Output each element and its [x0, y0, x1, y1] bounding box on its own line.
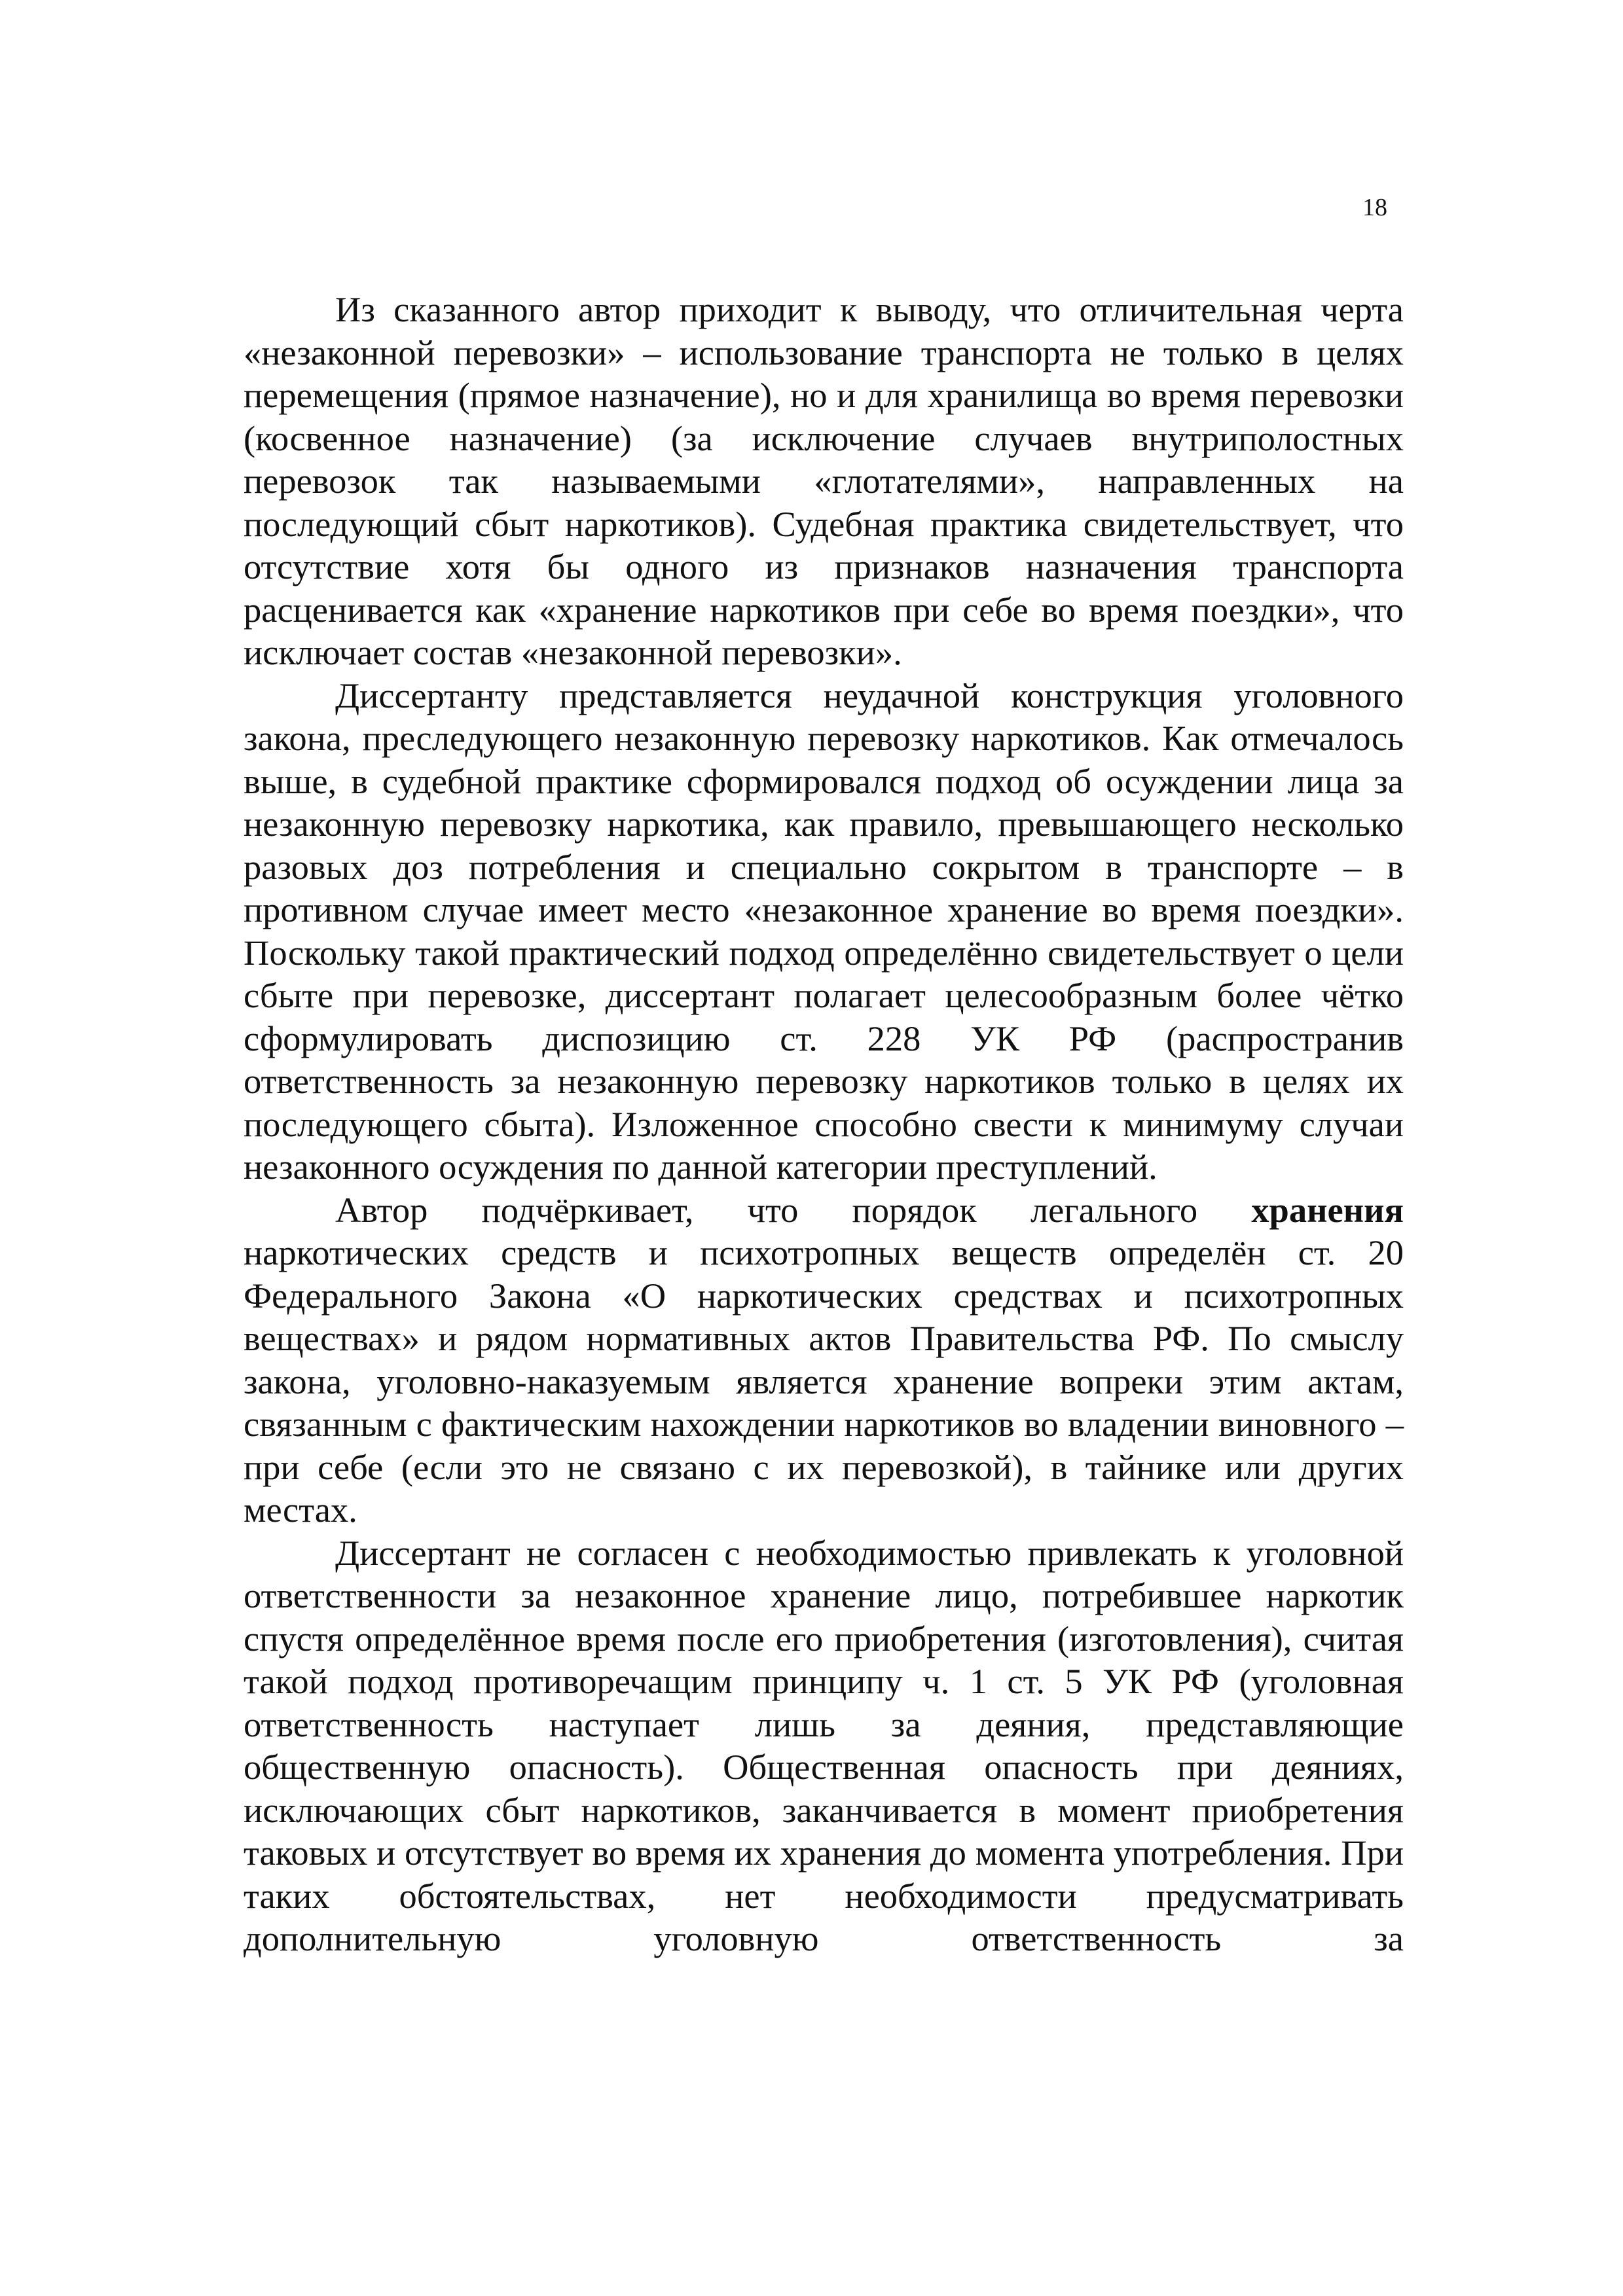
page-number: 18: [1362, 194, 1387, 221]
bold-term-storage: хранения: [1251, 1189, 1404, 1230]
paragraph-3-rest: наркотических средств и психотропных веществ определён ст. 20 Федерального Закона «О наркотических средствах и психотропных веществах» и рядом нормативных актов Правительства РФ. По смыслу закона, уголовно-наказуемым является хранение вопреки этим актам, связанным с фактическим нахождении наркотиков во владении виновного – при себе (если это не связано с их перевозкой), в тайнике или других местах.: [244, 1232, 1404, 1530]
paragraph-3-intro: Автор подчёркивает, что порядок легального: [335, 1189, 1252, 1230]
paragraph-2: Диссертанту представляется неудачной конструкция уголовного закона, преследующего незаконную перевозку наркотиков. Как отмечалось выше, в судебной практике сформировался подход об осуждении лица за незаконную перевозку наркотика, как правило, превышающего несколько разовых доз потребления и специально сокрытом в транспорте – в противном случае имеет место «незаконное хранение во время поездки». Поскольку такой практический подход определённо свидетельствует о цели сбыте при перевозке, диссертант полагает целесообразным более чётко сформулировать диспозицию ст. 228 УК РФ (распространив ответственность за незаконную перевозку наркотиков только в целях их последующего сбыта). Изложенное способно свести к минимуму случаи незаконного осуждения по данной категории преступлений.: [244, 675, 1404, 1187]
paragraph-3: [244, 1189, 1404, 1532]
paragraph-4: Диссертант не согласен с необходимостью привлекать к уголовной ответственности за незаконное хранение лицо, потребившее наркотик спустя определённое время после его приобретения (изготовления), считая такой подход противоречащим принципу ч. 1 ст. 5 УК РФ (уголовная ответственность наступает лишь за деяния, представляющие общественную опасность). Общественная опасность при деяниях, исключающих сбыт наркотиков, заканчивается в момент приобретения таковых и отсутствует во время их хранения до момента употребления. При таких обстоятельствах, нет необходимости предусматривать дополнительную уголовную ответственность за: [244, 1532, 1404, 1958]
document-body: [244, 288, 1404, 1960]
paragraph-1: Из сказанного автор приходит к выводу, что отличительная черта «незаконной перевозки» – использование транспорта не только в целях перемещения (прямое назначение), но и для хранилища во время перевозки (косвенное назначение) (за исключение случаев внутриполостных перевозок так называемыми «глотателями», направленных на последующий сбыт наркотиков). Судебная практика свидетельствует, что отсутствие хотя бы одного из признаков назначения транспорта расценивается как «хранение наркотиков при себе во время поездки», что исключает состав «незаконной перевозки».: [244, 289, 1404, 672]
